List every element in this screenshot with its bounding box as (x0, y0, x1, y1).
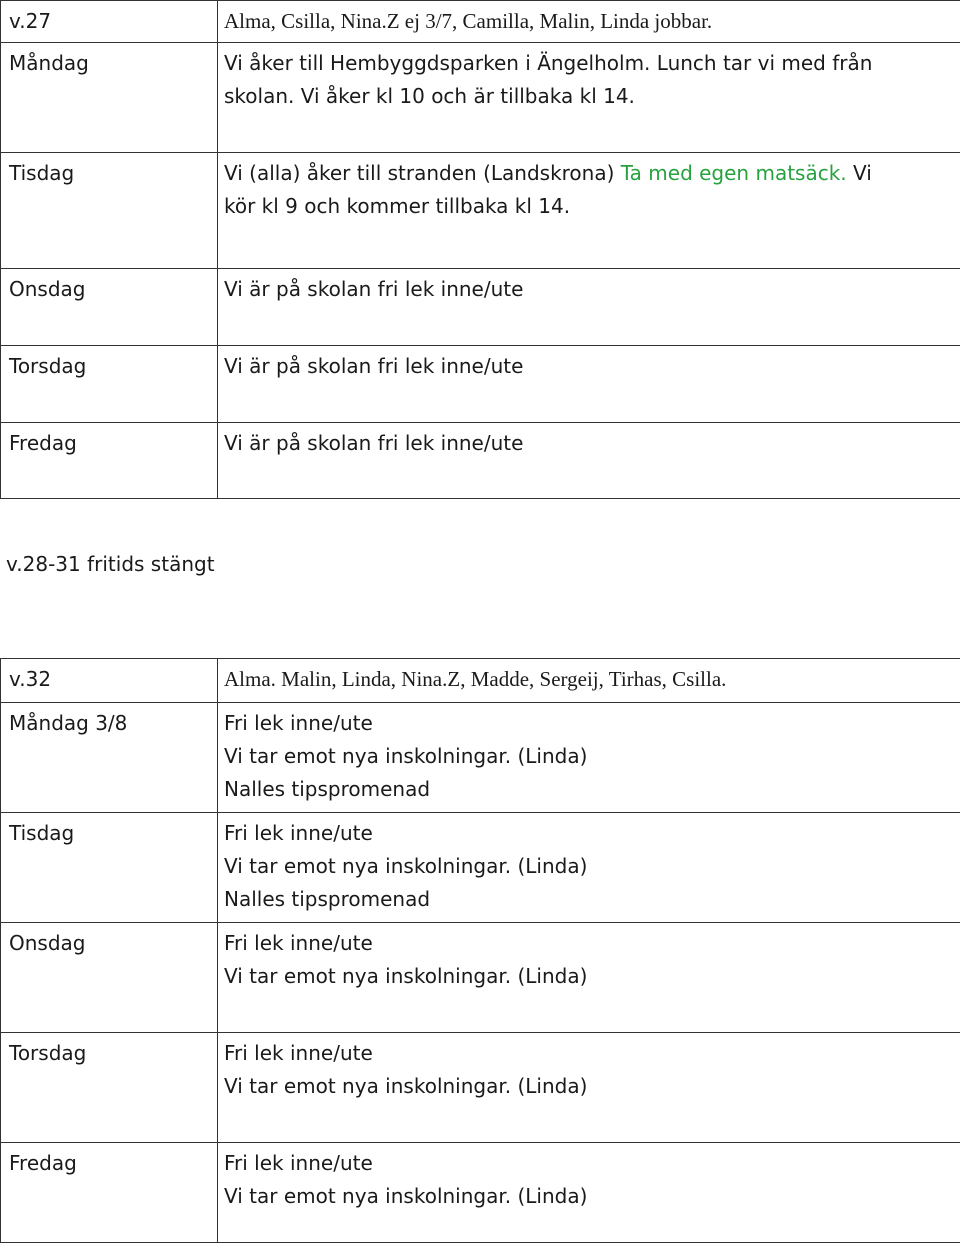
table-row (1, 423, 960, 499)
day-label: Fredag (9, 431, 77, 455)
day-label: Torsdag (9, 1041, 87, 1065)
staff-list: Alma. Malin, Linda, Nina.Z, Madde, Sergeij, Tirhas, Csilla. (224, 667, 727, 691)
day-label: Onsdag (9, 277, 86, 301)
activity-line: Vi åker till Hembyggdsparken i Ängelholm. Lunch tar vi med från (224, 51, 873, 75)
table-row (1, 923, 960, 1033)
day-label: Tisdag (9, 821, 75, 845)
activity-line: skolan. Vi åker kl 10 och är tillbaka kl 14. (224, 84, 635, 108)
table-row (1, 1143, 960, 1243)
activity-line: Vi är på skolan fri lek inne/ute (224, 277, 524, 301)
activity-line: Vi är på skolan fri lek inne/ute (224, 431, 524, 455)
activity-line: kör kl 9 och kommer tillbaka kl 14. (224, 194, 571, 218)
activity-line: Vi är på skolan fri lek inne/ute (224, 354, 524, 378)
activity-line: Nalles tipspromenad (224, 887, 431, 911)
closed-notice: v.28-31 fritids stängt (6, 552, 215, 576)
activity-line: Fri lek inne/ute (224, 821, 373, 845)
activity-line: Vi tar emot nya inskolningar. (Linda) (224, 744, 588, 768)
activity-line: Vi tar emot nya inskolningar. (Linda) (224, 964, 588, 988)
activity-text-part: Vi (846, 161, 872, 185)
day-label: Måndag 3/8 (9, 711, 128, 735)
week-label: v.32 (9, 667, 52, 691)
activity-line: Fri lek inne/ute (224, 1151, 373, 1175)
table-row (1, 813, 960, 923)
activity-line: Nalles tipspromenad (224, 777, 431, 801)
activity-line: Fri lek inne/ute (224, 931, 373, 955)
day-label: Torsdag (9, 354, 87, 378)
week32-schedule-table (0, 658, 960, 1243)
activity-text (218, 923, 960, 993)
table-row (1, 153, 960, 269)
activity-line: Fri lek inne/ute (224, 1041, 373, 1065)
table-row (1, 703, 960, 813)
staff-list: Alma, Csilla, Nina.Z ej 3/7, Camilla, Malin, Linda jobbar. (224, 9, 713, 33)
week27-header-row (1, 1, 960, 43)
table-row (1, 346, 960, 423)
week-label: v.27 (9, 9, 52, 33)
activity-text (218, 813, 960, 916)
activity-line: Vi tar emot nya inskolningar. (Linda) (224, 854, 588, 878)
highlight-text: Ta med egen matsäck. (620, 161, 847, 185)
activity-line: Vi tar emot nya inskolningar. (Linda) (224, 1184, 588, 1208)
table-row (1, 43, 960, 153)
activity-text-part: Vi (alla) åker till stranden (Landskrona) (224, 161, 621, 185)
week32-header-row (1, 659, 960, 703)
activity-text (218, 43, 960, 113)
activity-line (224, 157, 960, 190)
activity-line: Vi tar emot nya inskolningar. (Linda) (224, 1074, 588, 1098)
table-row (1, 269, 960, 346)
activity-text (218, 1033, 960, 1103)
activity-line: Fri lek inne/ute (224, 711, 373, 735)
day-label: Tisdag (9, 161, 75, 185)
week27-schedule-table (0, 0, 960, 499)
day-label: Onsdag (9, 931, 86, 955)
day-label: Måndag (9, 51, 89, 75)
activity-text (218, 1143, 960, 1213)
table-row (1, 1033, 960, 1143)
activity-text (218, 153, 960, 223)
day-label: Fredag (9, 1151, 77, 1175)
activity-text (218, 703, 960, 806)
